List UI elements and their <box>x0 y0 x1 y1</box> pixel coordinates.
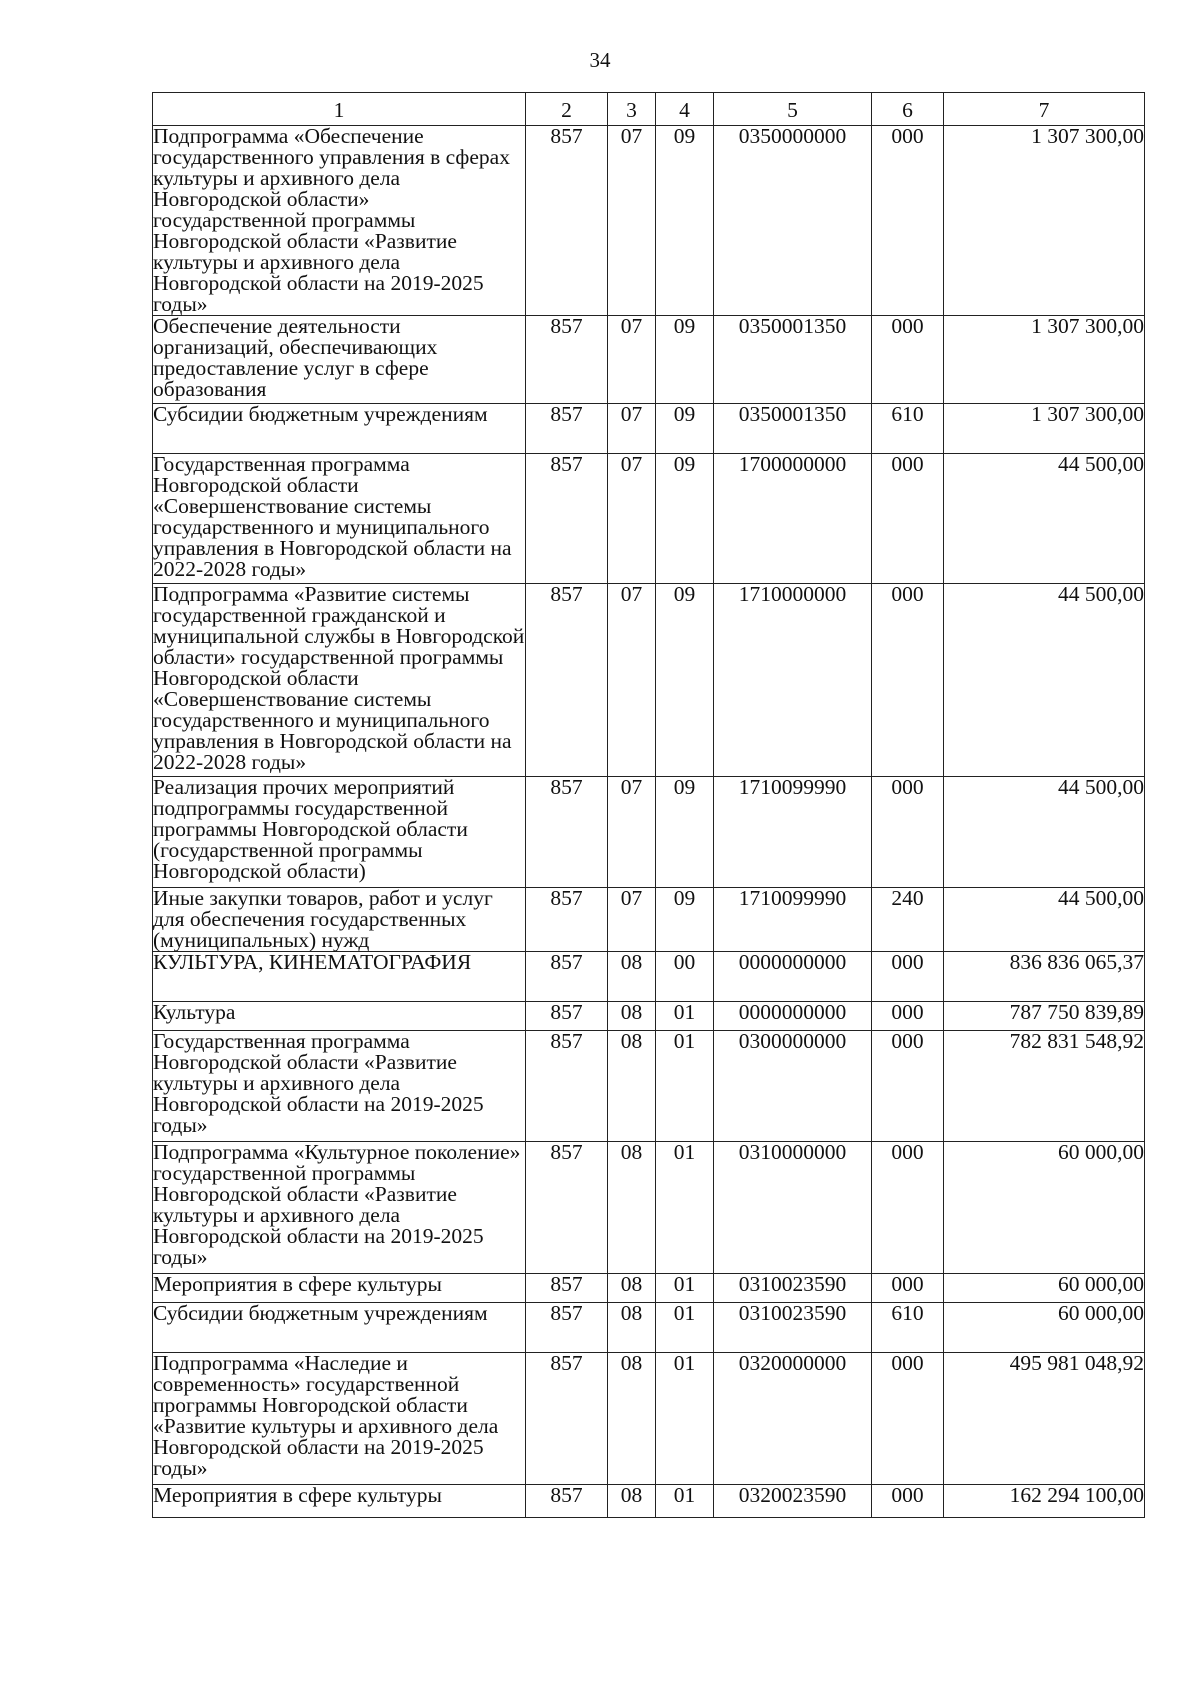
row-csr-cell: 0320023590 <box>714 1485 872 1518</box>
table-row <box>153 1274 1145 1303</box>
row-csr-cell: 1700000000 <box>714 454 872 584</box>
row-sum-cell: 1 307 300,00 <box>944 404 1145 454</box>
row-rz-cell: 08 <box>608 1031 656 1142</box>
column-number-1: 1 <box>153 93 526 126</box>
table-row <box>153 888 1145 952</box>
row-rz-cell: 07 <box>608 316 656 404</box>
row-name: Подпрограмма «Наследие и современность» государственной программы Новгородской области «Развитие культуры и архивного дела Новгородской области на 2019-2025 годы» <box>153 1351 499 1480</box>
row-pr-cell: 09 <box>656 777 714 888</box>
row-csr-cell: 0000000000 <box>714 1002 872 1031</box>
row-ved-cell: 857 <box>526 1485 608 1518</box>
row-pr-cell: 09 <box>656 404 714 454</box>
row-ved-cell: 857 <box>526 1031 608 1142</box>
table-row <box>153 952 1145 1002</box>
row-pr-cell: 01 <box>656 1274 714 1303</box>
row-ved-cell: 857 <box>526 1002 608 1031</box>
row-csr-cell: 0350001350 <box>714 316 872 404</box>
row-pr-cell: 01 <box>656 1353 714 1485</box>
row-pr-cell: 09 <box>656 584 714 777</box>
row-pr-cell: 09 <box>656 126 714 316</box>
row-ved-cell: 857 <box>526 1142 608 1274</box>
row-ved-cell: 857 <box>526 584 608 777</box>
row-csr-cell: 0000000000 <box>714 952 872 1002</box>
row-name: КУЛЬТУРА, КИНЕМАТОГРАФИЯ <box>153 950 472 974</box>
row-name-cell <box>153 1142 526 1274</box>
row-name: Подпрограмма «Развитие системы государственной гражданской и муниципальной службы в Новгородской области» государственной программы Новгородской области «Совершенствование системы государственного и муниципального управления в Новгородской области на 2022-2028 годы» <box>153 582 525 774</box>
row-sum-cell: 1 307 300,00 <box>944 316 1145 404</box>
row-name: Государственная программа Новгородской области «Совершенствование системы государственного и муниципального управления в Новгородской области на 2022-2028 годы» <box>153 452 512 581</box>
row-sum-cell: 162 294 100,00 <box>944 1485 1145 1518</box>
row-sum-cell: 1 307 300,00 <box>944 126 1145 316</box>
row-ved-cell: 857 <box>526 777 608 888</box>
table-row <box>153 777 1145 888</box>
row-sum-cell: 60 000,00 <box>944 1142 1145 1274</box>
row-ved-cell: 857 <box>526 454 608 584</box>
row-vr-cell: 000 <box>872 952 944 1002</box>
table-row <box>153 316 1145 404</box>
table-row <box>153 126 1145 316</box>
row-vr-cell: 000 <box>872 126 944 316</box>
row-csr-cell: 0320000000 <box>714 1353 872 1485</box>
row-vr-cell: 610 <box>872 1303 944 1353</box>
row-csr-cell: 0350001350 <box>714 404 872 454</box>
row-vr-cell: 000 <box>872 1031 944 1142</box>
row-name: Обеспечение деятельности организаций, обеспечивающих предоставление услуг в сфере образования <box>153 314 438 401</box>
table-row <box>153 1303 1145 1353</box>
row-rz-cell: 07 <box>608 888 656 952</box>
row-rz-cell: 08 <box>608 1274 656 1303</box>
column-number-2: 2 <box>526 93 608 126</box>
row-pr-cell: 09 <box>656 316 714 404</box>
row-name-cell <box>153 454 526 584</box>
column-number-5: 5 <box>714 93 872 126</box>
row-sum-cell: 495 981 048,92 <box>944 1353 1145 1485</box>
row-sum-cell: 44 500,00 <box>944 888 1145 952</box>
row-vr-cell: 000 <box>872 777 944 888</box>
row-csr-cell: 0310023590 <box>714 1303 872 1353</box>
row-rz-cell: 08 <box>608 1142 656 1274</box>
row-ved-cell: 857 <box>526 316 608 404</box>
row-vr-cell: 000 <box>872 316 944 404</box>
row-vr-cell: 610 <box>872 404 944 454</box>
row-ved-cell: 857 <box>526 888 608 952</box>
page-number: 34 <box>589 48 611 72</box>
row-vr-cell: 000 <box>872 454 944 584</box>
row-csr-cell: 0350000000 <box>714 126 872 316</box>
row-pr-cell: 09 <box>656 888 714 952</box>
row-name: Подпрограмма «Культурное поколение» государственной программы Новгородской области «Развитие культуры и архивного дела Новгородской области на 2019-2025 годы» <box>153 1140 521 1269</box>
row-name-cell <box>153 1485 526 1518</box>
row-csr-cell: 1710099990 <box>714 777 872 888</box>
row-rz-cell: 08 <box>608 952 656 1002</box>
row-csr-cell: 0310000000 <box>714 1142 872 1274</box>
row-pr-cell: 01 <box>656 1142 714 1274</box>
row-name-cell <box>153 584 526 777</box>
table-row <box>153 1002 1145 1031</box>
row-ved-cell: 857 <box>526 1303 608 1353</box>
row-name: Иные закупки товаров, работ и услуг для обеспечения государственных (муниципальных) нужд <box>153 886 493 952</box>
row-rz-cell: 08 <box>608 1353 656 1485</box>
row-sum-cell: 782 831 548,92 <box>944 1031 1145 1142</box>
row-sum-cell: 836 836 065,37 <box>944 952 1145 1002</box>
row-sum-cell: 60 000,00 <box>944 1303 1145 1353</box>
row-name: Культура <box>153 1000 236 1024</box>
row-name-cell <box>153 126 526 316</box>
row-csr-cell: 1710099990 <box>714 888 872 952</box>
row-rz-cell: 07 <box>608 404 656 454</box>
row-rz-cell: 08 <box>608 1002 656 1031</box>
row-name: Подпрограмма «Обеспечение государственного управления в сферах культуры и архивного дела Новгородской области» государственной программы Новгородской области «Развитие культуры и архивного дела Новгородской области на 2019-2025 годы» <box>153 124 510 316</box>
column-number-3: 3 <box>608 93 656 126</box>
row-name: Государственная программа Новгородской области «Развитие культуры и архивного дела Новгородской области на 2019-2025 годы» <box>153 1029 484 1137</box>
table-row <box>153 584 1145 777</box>
row-ved-cell: 857 <box>526 952 608 1002</box>
budget-table <box>152 92 1145 1518</box>
row-sum-cell: 44 500,00 <box>944 454 1145 584</box>
row-vr-cell: 000 <box>872 1274 944 1303</box>
row-pr-cell: 01 <box>656 1031 714 1142</box>
row-rz-cell: 07 <box>608 584 656 777</box>
row-name-cell <box>153 1002 526 1031</box>
row-sum-cell: 60 000,00 <box>944 1274 1145 1303</box>
row-name-cell <box>153 316 526 404</box>
row-rz-cell: 07 <box>608 454 656 584</box>
row-rz-cell: 07 <box>608 777 656 888</box>
column-number-7: 7 <box>944 93 1145 126</box>
column-number-4: 4 <box>656 93 714 126</box>
table-row <box>153 1353 1145 1485</box>
row-pr-cell: 00 <box>656 952 714 1002</box>
row-name-cell <box>153 1353 526 1485</box>
row-vr-cell: 000 <box>872 1353 944 1485</box>
row-vr-cell: 000 <box>872 1142 944 1274</box>
row-rz-cell: 07 <box>608 126 656 316</box>
row-ved-cell: 857 <box>526 1274 608 1303</box>
row-rz-cell: 08 <box>608 1485 656 1518</box>
column-number-row <box>153 93 1145 126</box>
row-sum-cell: 44 500,00 <box>944 777 1145 888</box>
row-name: Субсидии бюджетным учреждениям <box>153 1301 488 1325</box>
row-name-cell <box>153 404 526 454</box>
row-name: Мероприятия в сфере культуры <box>153 1483 442 1507</box>
row-pr-cell: 01 <box>656 1303 714 1353</box>
table-row <box>153 1485 1145 1518</box>
row-rz-cell: 08 <box>608 1303 656 1353</box>
table-row <box>153 454 1145 584</box>
row-name-cell <box>153 1031 526 1142</box>
row-csr-cell: 1710000000 <box>714 584 872 777</box>
row-sum-cell: 44 500,00 <box>944 584 1145 777</box>
row-name: Реализация прочих мероприятий подпрограммы государственной программы Новгородской области (государственной программы Новгородской области) <box>153 775 468 883</box>
row-name-cell <box>153 1274 526 1303</box>
row-name: Субсидии бюджетным учреждениям <box>153 402 488 426</box>
row-vr-cell: 000 <box>872 1002 944 1031</box>
row-vr-cell: 000 <box>872 1485 944 1518</box>
row-csr-cell: 0310023590 <box>714 1274 872 1303</box>
row-name-cell <box>153 888 526 952</box>
table-row <box>153 1142 1145 1274</box>
row-ved-cell: 857 <box>526 1353 608 1485</box>
row-name-cell <box>153 777 526 888</box>
row-pr-cell: 09 <box>656 454 714 584</box>
row-vr-cell: 240 <box>872 888 944 952</box>
row-vr-cell: 000 <box>872 584 944 777</box>
column-number-6: 6 <box>872 93 944 126</box>
row-csr-cell: 0300000000 <box>714 1031 872 1142</box>
row-name-cell <box>153 952 526 1002</box>
row-pr-cell: 01 <box>656 1485 714 1518</box>
row-ved-cell: 857 <box>526 126 608 316</box>
row-name-cell <box>153 1303 526 1353</box>
row-sum-cell: 787 750 839,89 <box>944 1002 1145 1031</box>
table-row <box>153 404 1145 454</box>
row-ved-cell: 857 <box>526 404 608 454</box>
table-row <box>153 1031 1145 1142</box>
row-name: Мероприятия в сфере культуры <box>153 1272 442 1296</box>
row-pr-cell: 01 <box>656 1002 714 1031</box>
